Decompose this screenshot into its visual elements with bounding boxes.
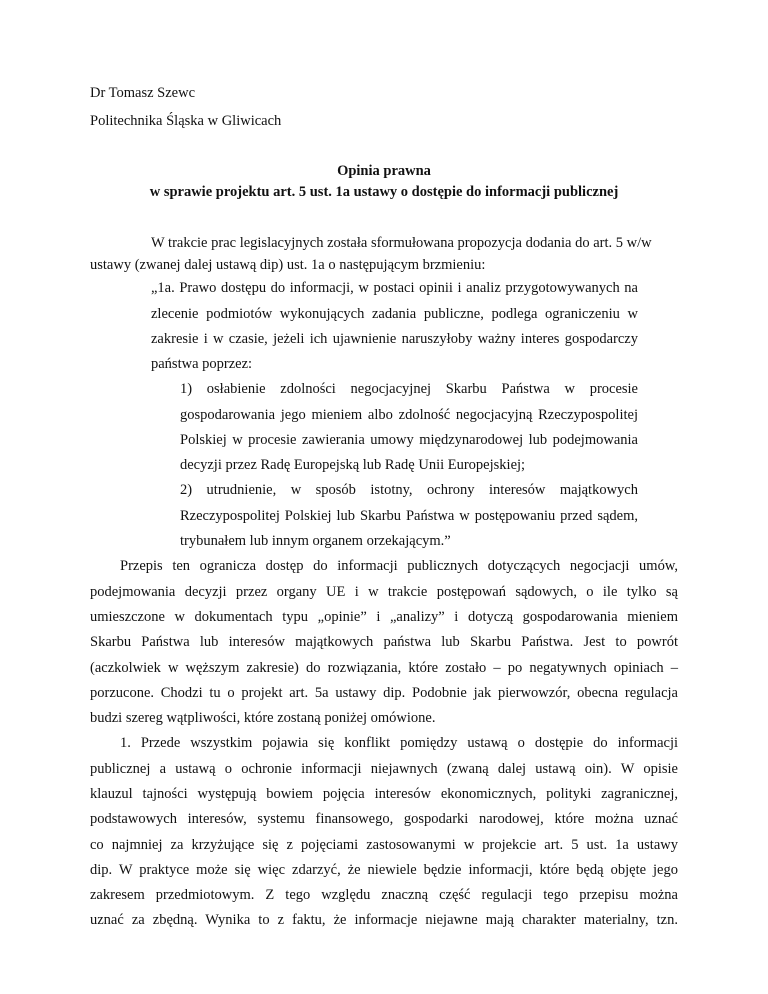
document-title: Opinia prawna: [337, 163, 431, 179]
paragraph-line: ustawy (zwanej dalej ustawą dip) ust. 1a o następującym brzmieniu:: [90, 257, 486, 273]
author-affiliation: Politechnika Śląska w Gliwicach: [90, 113, 282, 129]
quote-line: zlecenie podmiotów wykonujących zadania publiczne, podlega ograniczeniu w: [151, 306, 638, 322]
paragraph-line: Skarbu Państwa lub interesów majątkowych państwa lub Skarbu Państwa. Jest to powrót: [90, 634, 678, 650]
paragraph-line: publicznej a ustawą o ochronie informacji niejawnych (zwaną dalej ustawą oin). W opisie: [90, 761, 678, 777]
document-subtitle: w sprawie projektu art. 5 ust. 1a ustawy o dostępie do informacji publicznej: [149, 184, 619, 200]
paragraph-line: W trakcie prac legislacyjnych została sformułowana propozycja dodania do art. 5 w/w: [151, 235, 652, 251]
paragraph-line: uznać za zbędną. Wynika to z faktu, że informacje niejawne mają charakter materialny, tzn.: [90, 912, 678, 928]
paragraph-line: 1. Przede wszystkim pojawia się konflikt pomiędzy ustawą o dostępie do informacji: [120, 735, 678, 751]
paragraph-line: klauzul tajności występują bowiem pojęcia interesów ekonomicznych, polityki zagranicznej,: [90, 786, 678, 802]
paragraph-line: Przepis ten ogranicza dostęp do informacji publicznych dotyczących negocjacji umów,: [120, 558, 678, 574]
list-item-line: 2) utrudnienie, w sposób istotny, ochrony interesów majątkowych: [180, 482, 638, 498]
list-item-line: 1) osłabienie zdolności negocjacyjnej Skarbu Państwa w procesie: [180, 381, 638, 397]
paragraph-line: podejmowania decyzji przez organy UE i w trakcie postępowań sądowych, o ile tylko są: [90, 584, 678, 600]
paragraph-line: umieszczone w dokumentach typu „opinie” i „analizy” i dotyczą gospodarowania mieniem: [90, 609, 678, 625]
paragraph-line: podstawowych interesów, systemu finansowego, gospodarki narodowej, które można uznać: [90, 811, 678, 827]
list-item-line: decyzji przez Radę Europejską lub Radę Unii Europejskiej;: [180, 457, 526, 473]
quote-line: „1a. Prawo dostępu do informacji, w postaci opinii i analiz przygotowywanych na: [151, 280, 638, 296]
paragraph-line: budzi szereg wątpliwości, które zostaną poniżej omówione.: [90, 710, 436, 726]
list-item-line: Rzeczypospolitej Polskiej lub Skarbu Państwa w postępowaniu przed sądem,: [180, 508, 638, 524]
paragraph-line: co najmniej za krzyżujące się z pojęciami zastosowanymi w projekcie art. 5 ust. 1a ustawy: [90, 837, 678, 853]
paragraph-line: porzucone. Chodzi tu o projekt art. 5a ustawy dip. Podobnie jak pierwowzór, obecna regulacja: [90, 685, 678, 701]
paragraph-line: zakresem przedmiotowym. Z tego względu znaczną część regulacji tego przepisu można: [90, 887, 678, 903]
paragraph-line: (aczkolwiek w węższym zakresie) do rozwiązania, które zostało – po negatywnych opiniach –: [90, 660, 678, 676]
list-item-line: trybunałem lub innym organem orzekającym.”: [180, 533, 451, 549]
paragraph-line: dip. W praktyce może się więc zdarzyć, że niewiele będzie informacji, które będą objęte jego: [90, 862, 678, 878]
quote-line: zakresie i w czasie, jeżeli ich ujawnienie naruszyłoby ważny interes gospodarczy: [151, 331, 638, 347]
list-item-line: Polskiej w procesie zawierania umowy międzynarodowej lub podejmowania: [180, 432, 638, 448]
author-name: Dr Tomasz Szewc: [90, 85, 196, 101]
quote-line: państwa poprzez:: [151, 356, 253, 372]
list-item-line: gospodarowania jego mieniem albo zdolność negocjacyjną Rzeczypospolitej: [180, 407, 638, 423]
